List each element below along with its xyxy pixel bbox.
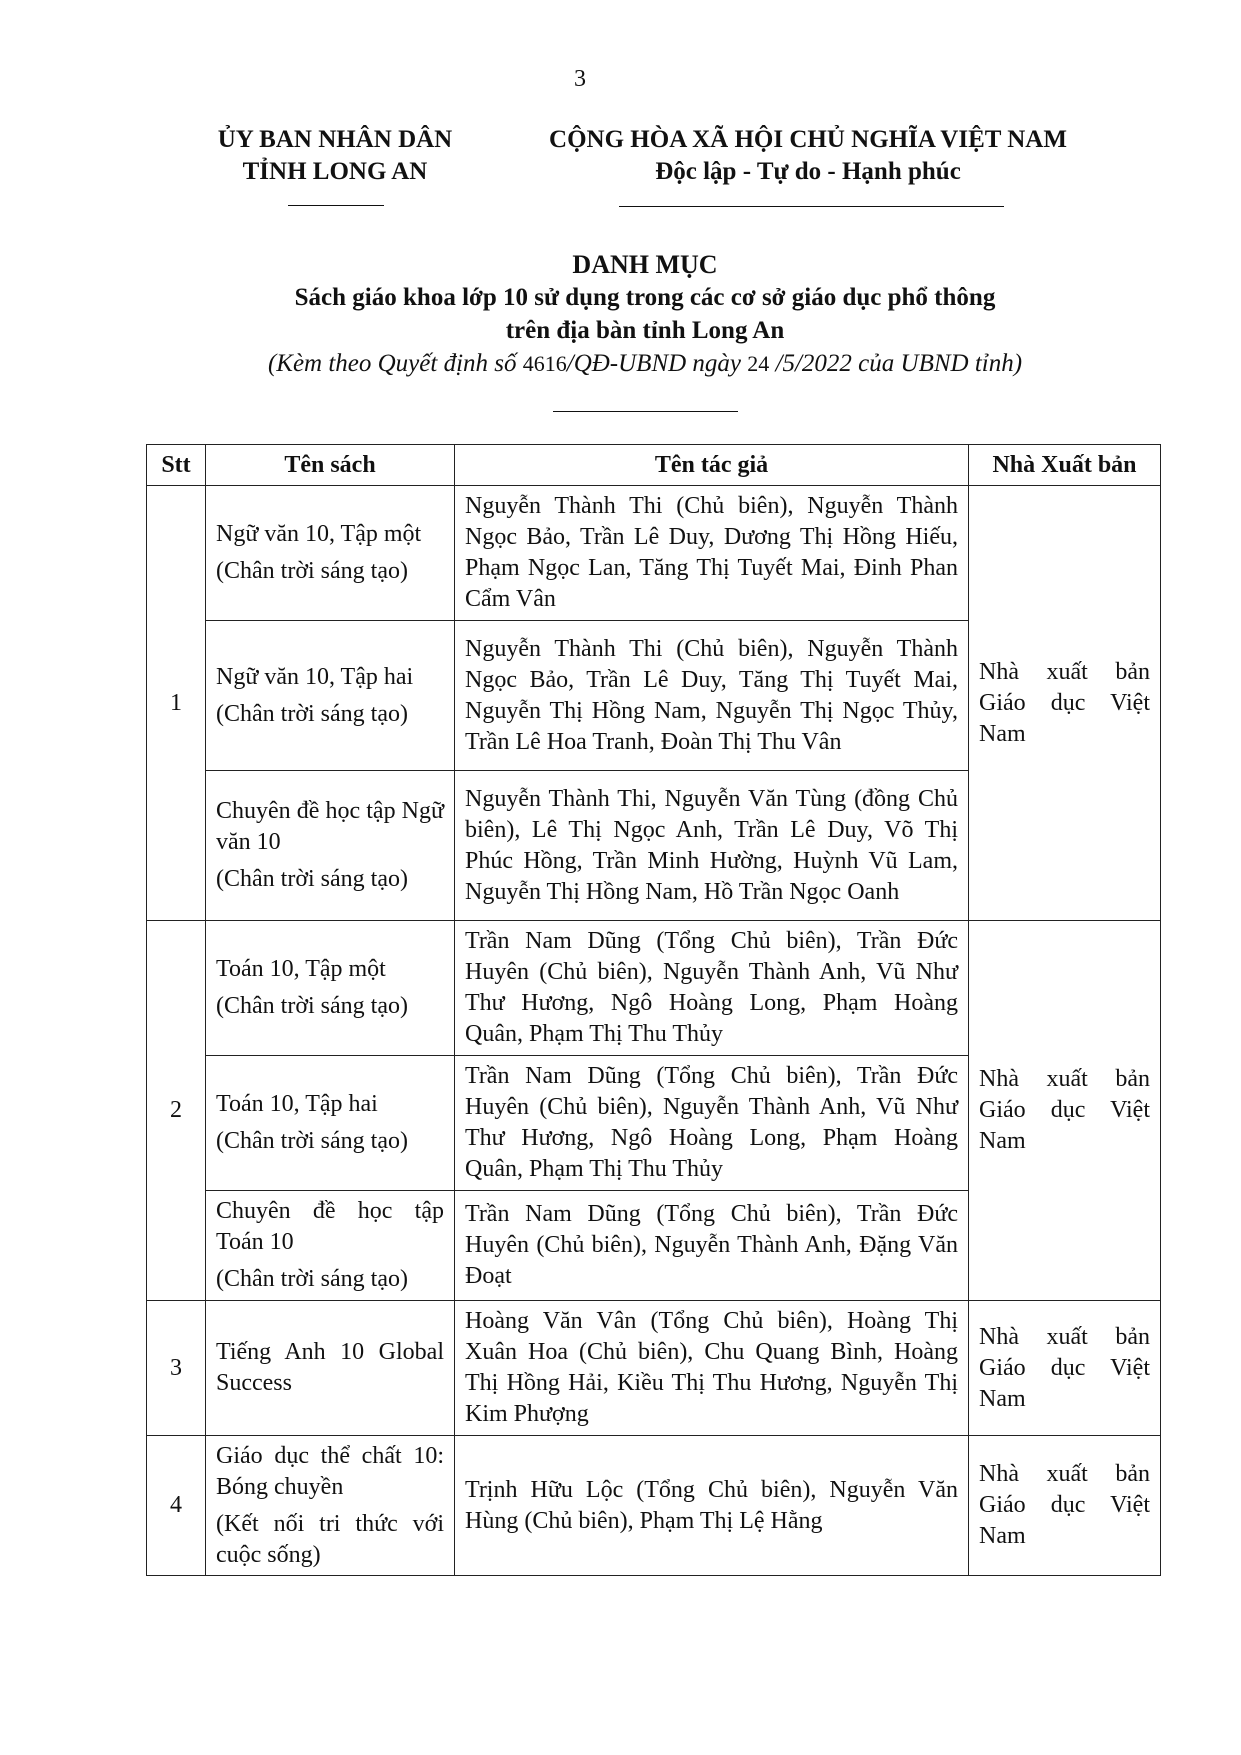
header-authors: Tên tác giả [455, 445, 969, 486]
book-series: (Chân trời sáng tạo) [216, 993, 408, 1019]
book-name-cell [206, 486, 455, 621]
stt-cell: 3 [147, 1301, 206, 1436]
book-title: Chuyên đề học tập Toán 10 [216, 1198, 444, 1255]
motto-underline [619, 206, 1004, 207]
national-motto [528, 124, 1088, 188]
book-title: Chuyên đề học tập Ngữ văn 10 [216, 798, 444, 855]
book-series: (Chân trời sáng tạo) [216, 700, 408, 727]
issuing-authority [195, 124, 475, 188]
publisher-cell: Nhà xuất bản Giáo dục Việt Nam [969, 921, 1161, 1301]
page-number: 3 [574, 66, 586, 92]
textbook-table [146, 444, 1161, 1576]
book-name-cell [206, 621, 455, 771]
authors-cell: Nguyễn Thành Thi (Chủ biên), Nguyễn Thành Ngọc Bảo, Trần Lê Duy, Tăng Thị Tuyết Mai, Nguyễn Thị Hồng Nam, Nguyễn Thị Ngọc Thủy, Trần Lê Hoa Tranh, Đoàn Thị Thu Vân [455, 621, 969, 771]
authors-cell: Nguyễn Thành Thi, Nguyễn Văn Tùng (đồng Chủ biên), Lê Thị Ngọc Anh, Trần Lê Duy, Võ Thị Phúc Hồng, Trần Minh Hường, Huỳnh Vũ Lam, Nguyễn Thị Hồng Nam, Hồ Trần Ngọc Oanh [455, 771, 969, 921]
attachment-prefix: (Kèm theo Quyết định số [267, 350, 523, 377]
stt-cell: 4 [147, 1436, 206, 1576]
book-title: Ngữ văn 10, Tập hai [216, 663, 414, 690]
authors-cell: Trần Nam Dũng (Tổng Chủ biên), Trần Đức Huyên (Chủ biên), Nguyễn Thành Anh, Vũ Như Thư Hương, Ngô Hoàng Long, Phạm Hoàng Quân, Phạm Thị Thu Thủy [455, 921, 969, 1056]
document-subtitle-2: trên địa bàn tỉnh Long An [505, 317, 785, 344]
book-name-cell [206, 1436, 455, 1576]
authority-line-2: TỈNH LONG AN [242, 158, 428, 185]
table-row [147, 486, 1161, 621]
publisher-cell: Nhà xuất bản Giáo dục Việt Nam [969, 1301, 1161, 1436]
authority-underline [288, 205, 384, 206]
country-name: CỘNG HÒA XÃ HỘI CHỦ NGHĨA VIỆT NAM [549, 126, 1067, 153]
book-series: (Chân trời sáng tạo) [216, 1266, 408, 1292]
book-series: (Chân trời sáng tạo) [216, 558, 408, 584]
table-row [147, 921, 1161, 1056]
stt-cell: 1 [147, 486, 206, 921]
title-underline [553, 411, 738, 412]
attachment-note [0, 350, 1241, 378]
book-title: Tiếng Anh 10 Global Success [216, 1339, 444, 1396]
authors-cell: Trần Nam Dũng (Tổng Chủ biên), Trần Đức Huyên (Chủ biên), Nguyễn Thành Anh, Vũ Như Thư Hương, Ngô Hoàng Long, Phạm Hoàng Quân, Phạm Thị Thu Thủy [455, 1056, 969, 1191]
book-name-cell [206, 921, 455, 1056]
header-stt: Stt [147, 445, 206, 486]
table-row [147, 1436, 1161, 1576]
publisher-cell: Nhà xuất bản Giáo dục Việt Nam [969, 1436, 1161, 1576]
book-series: (Chân trời sáng tạo) [216, 866, 408, 892]
book-series: (Chân trời sáng tạo) [216, 1128, 408, 1154]
book-title: Toán 10, Tập hai [216, 1091, 378, 1117]
document-subtitle-1: Sách giáo khoa lớp 10 sử dụng trong các cơ sở giáo dục phổ thông [294, 284, 996, 311]
header-publisher: Nhà Xuất bản [969, 445, 1161, 486]
publisher-cell: Nhà xuất bản Giáo dục Việt Nam [969, 486, 1161, 921]
book-name-cell [206, 1056, 455, 1191]
authors-cell: Hoàng Văn Vân (Tổng Chủ biên), Hoàng Thị Xuân Hoa (Chủ biên), Chu Quang Bình, Hoàng Thị Hồng Hải, Kiều Thị Thu Hương, Nguyễn Thị Kim Phượng [455, 1301, 969, 1436]
authors-cell: Trịnh Hữu Lộc (Tổng Chủ biên), Nguyễn Văn Hùng (Chủ biên), Phạm Thị Lệ Hằng [455, 1436, 969, 1576]
header-book-name: Tên sách [206, 445, 455, 486]
authors-cell: Trần Nam Dũng (Tổng Chủ biên), Trần Đức Huyên (Chủ biên), Nguyễn Thành Anh, Đặng Văn Đoạt [455, 1191, 969, 1301]
book-name-cell [206, 771, 455, 921]
authority-line-1: ỦY BAN NHÂN DÂN [217, 126, 453, 153]
attachment-mid: /QĐ-UBND ngày [566, 350, 748, 377]
book-title: Toán 10, Tập một [216, 956, 386, 982]
table-row [147, 1301, 1161, 1436]
attachment-suffix: /5/2022 của UBND tỉnh) [769, 350, 1023, 377]
authors-cell: Nguyễn Thành Thi (Chủ biên), Nguyễn Thành Ngọc Bảo, Trần Lê Duy, Dương Thị Hồng Hiếu, Phạm Ngọc Lan, Tăng Thị Tuyết Mai, Đinh Phan Cẩm Vân [455, 486, 969, 621]
book-title: Ngữ văn 10, Tập một [216, 521, 422, 547]
table-header-row [147, 445, 1161, 486]
motto: Độc lập - Tự do - Hạnh phúc [655, 158, 961, 185]
book-title: Giáo dục thể chất 10: Bóng chuyền [216, 1442, 444, 1500]
document-title: DANH MỤC [572, 250, 718, 279]
book-series: (Kết nối tri thức với cuộc sống) [216, 1510, 444, 1568]
decision-day: 24 [747, 351, 770, 376]
book-name-cell [206, 1191, 455, 1301]
decision-number: 4616 [522, 351, 567, 376]
stt-cell: 2 [147, 921, 206, 1301]
book-name-cell [206, 1301, 455, 1436]
